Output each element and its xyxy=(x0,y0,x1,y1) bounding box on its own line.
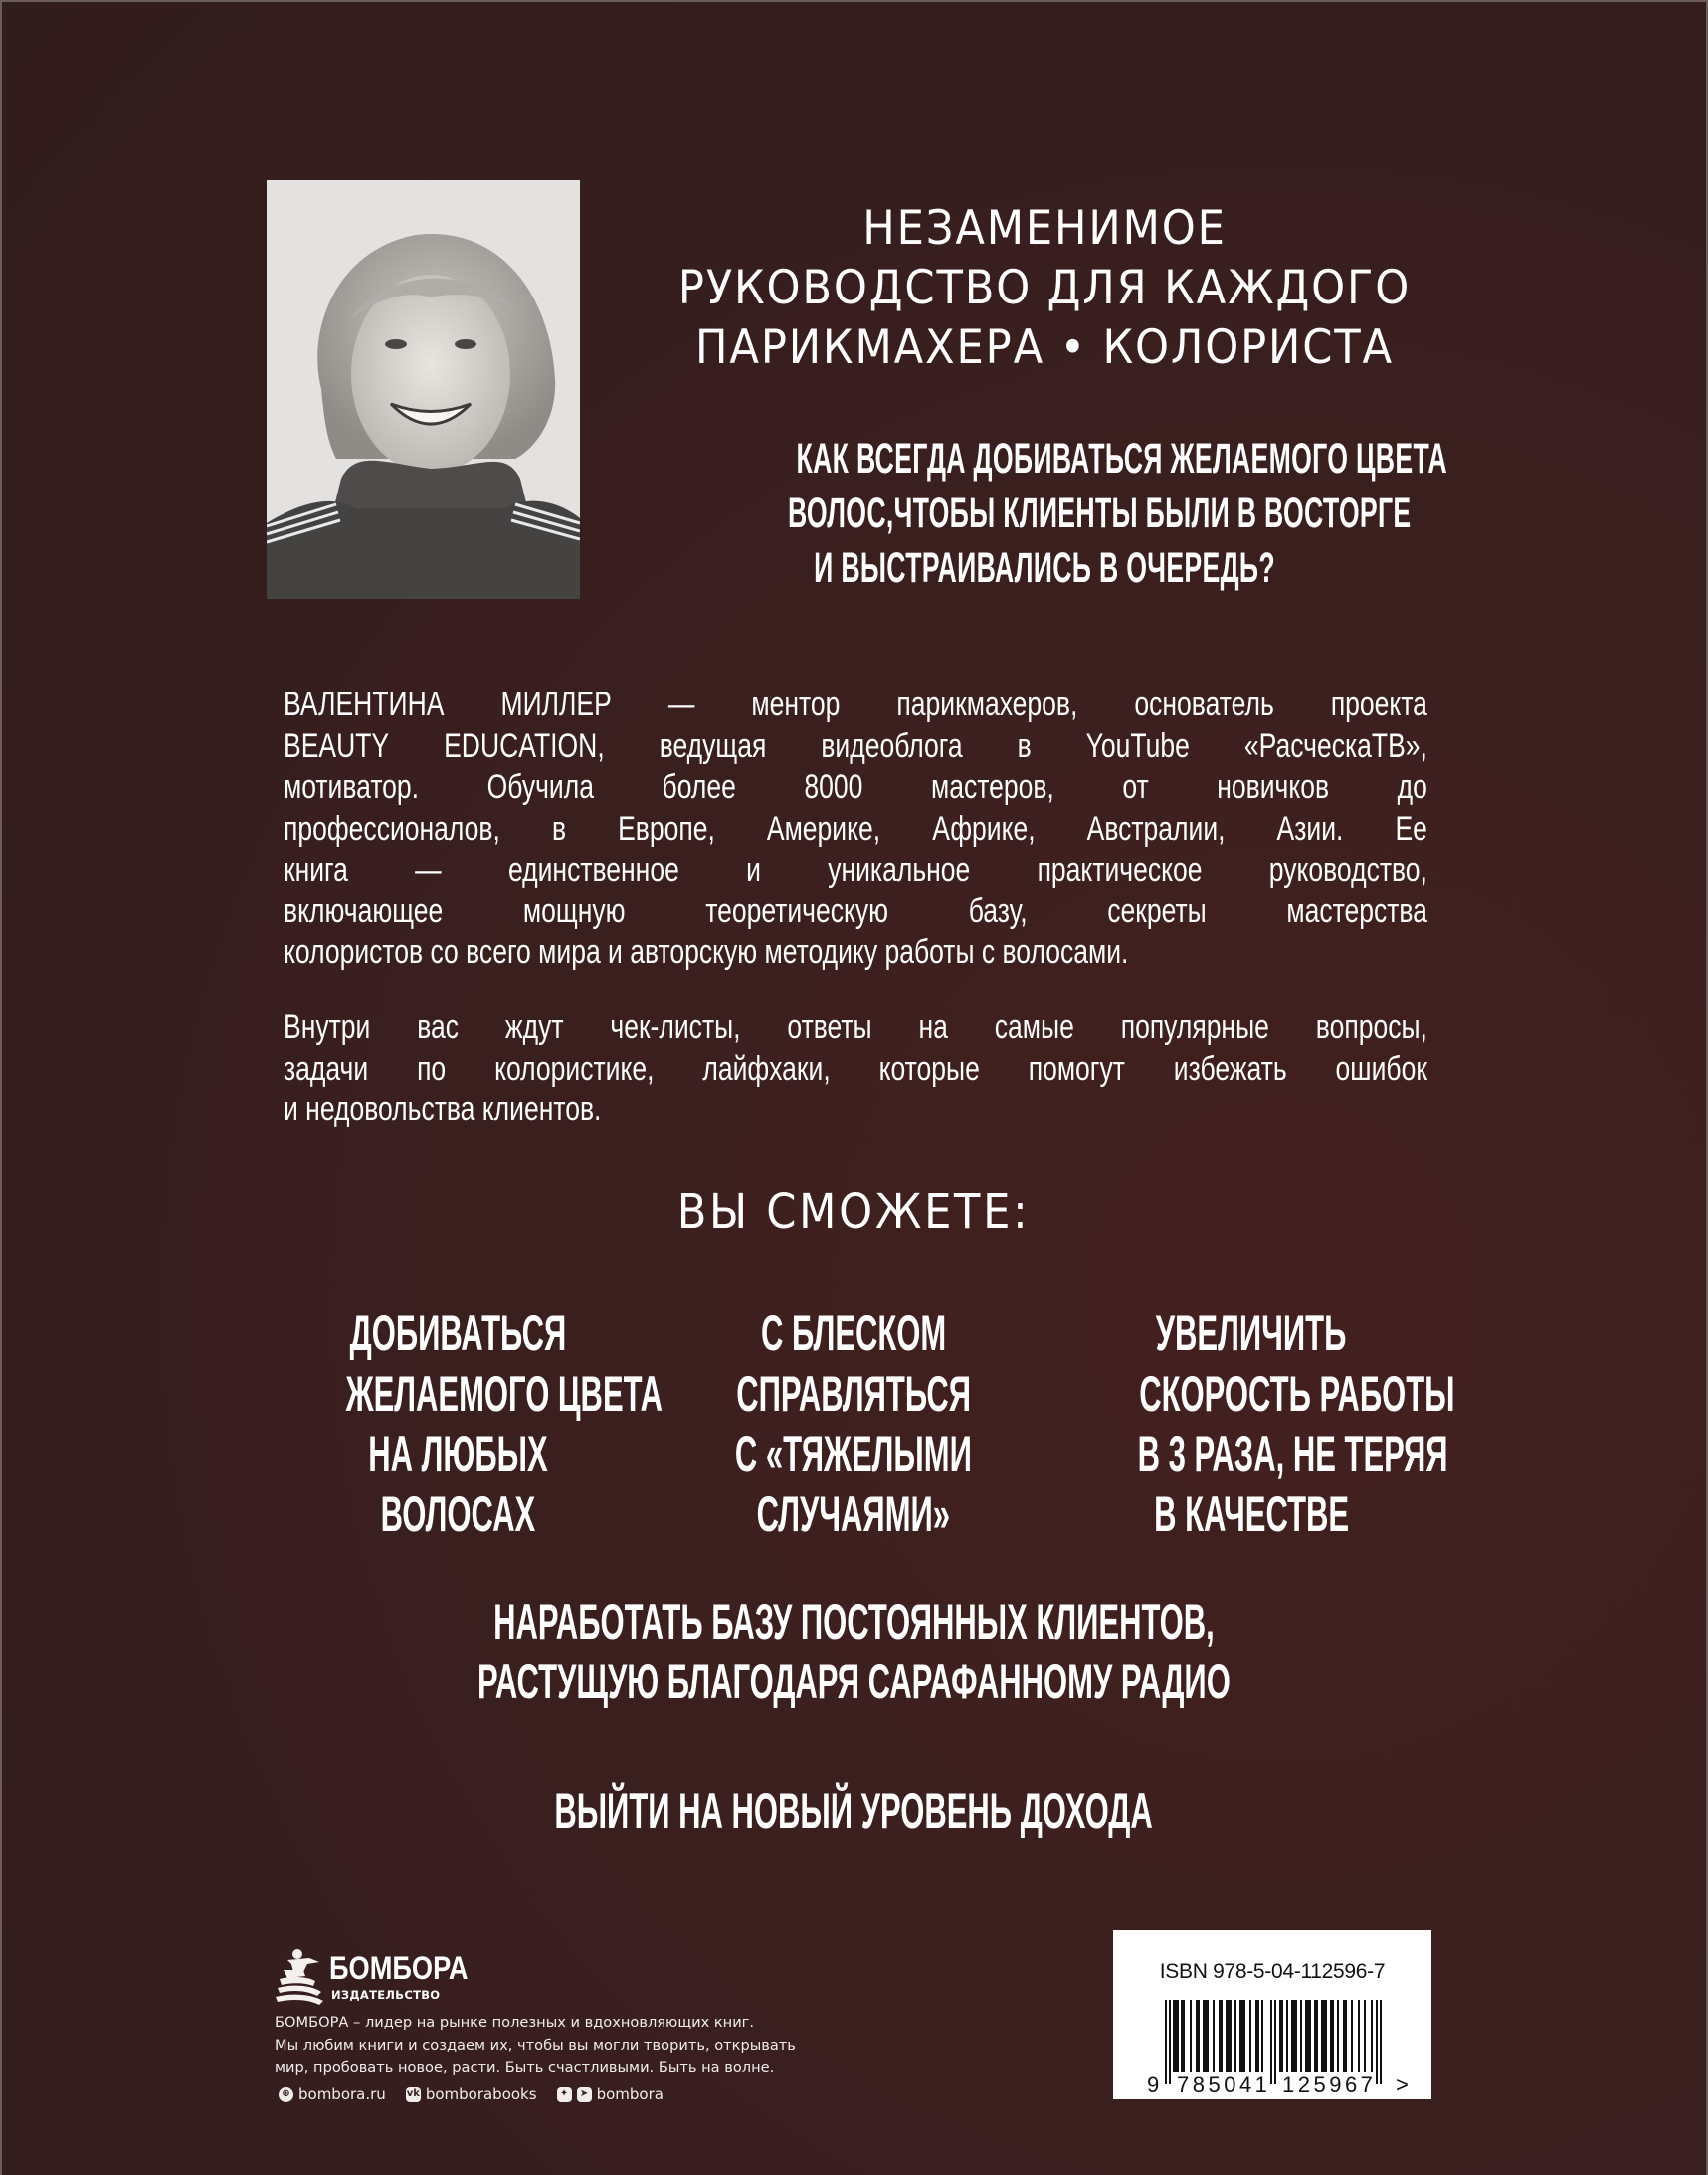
word: от xyxy=(1122,768,1149,806)
inside-description xyxy=(284,1007,1427,1131)
inside-line xyxy=(284,1089,1427,1131)
word: руководство, xyxy=(1268,851,1427,889)
word: Австралии, xyxy=(1086,809,1226,848)
word: новичков xyxy=(1217,768,1330,806)
word: YouTube xyxy=(1085,726,1190,765)
word: Обучила xyxy=(486,768,594,806)
word: Европе, xyxy=(618,809,715,848)
isbn-barcode xyxy=(1113,1930,1431,2099)
benefit-column xyxy=(645,1303,1062,1544)
bombora-surfer-icon xyxy=(274,1948,325,2006)
tagline-line: мир, пробовать новое, расти. Быть счастливыми. Быть на волне. xyxy=(275,2059,775,2076)
portrait-illustration xyxy=(267,180,580,599)
word: «РасческаТВ», xyxy=(1243,726,1427,765)
digit-group: 9 xyxy=(1147,2073,1160,2097)
benefit-line: НАРАБОТАТЬ БАЗУ ПОСТОЯННЫХ КЛИЕНТОВ, xyxy=(493,1594,1215,1650)
word: Ее xyxy=(1395,809,1427,848)
word: — xyxy=(667,686,695,723)
word: ВАЛЕНТИНА xyxy=(284,686,445,723)
bio-line xyxy=(284,850,1427,891)
word: МИЛЛЕР xyxy=(500,686,612,723)
benefit-line: УВЕЛИЧИТЬ xyxy=(1156,1305,1347,1361)
title-line: РУКОВОДСТВО ДЛЯ КАЖДОГО xyxy=(677,261,1412,315)
word: уникальное xyxy=(828,851,971,889)
social-label: bombora.ru xyxy=(298,2085,386,2103)
isbn-label: ISBN 978-5-04-112596-7 xyxy=(1159,1960,1386,1983)
word: задачи xyxy=(284,1049,369,1088)
social-telegram[interactable] xyxy=(557,2085,664,2103)
word: теоретическую xyxy=(705,891,889,930)
tagline-line: Мы любим книги и создаем их, чтобы вы могли творить, открывать xyxy=(275,2036,796,2054)
title-line: НЕЗАМЕНИМОЕ xyxy=(862,201,1227,256)
word: BEAUTY xyxy=(284,726,390,765)
social-label: bombora xyxy=(596,2085,664,2103)
bio-line xyxy=(284,767,1427,809)
word: ведущая xyxy=(659,726,767,765)
word: единственное xyxy=(507,851,679,889)
digit-group: 125967 xyxy=(1282,2073,1377,2097)
subtitle-line: И ВЫСТРАИВАЛИСЬ В ОЧЕРЕДЬ? xyxy=(814,544,1275,592)
vk-icon: vk xyxy=(406,2087,421,2102)
social-vk[interactable] xyxy=(406,2085,537,2103)
social-website[interactable] xyxy=(279,2085,386,2103)
word: Америке, xyxy=(766,809,881,848)
publisher-socials xyxy=(279,2085,683,2103)
word: более xyxy=(662,768,736,806)
word: профессионалов, xyxy=(284,809,500,848)
word: вопросы, xyxy=(1315,1008,1427,1046)
author-photo xyxy=(267,180,580,599)
word: по xyxy=(417,1049,447,1088)
digit-group: 785041 xyxy=(1177,2073,1271,2097)
tagline-line: БОМБОРА – лидер на рынке полезных и вдохновляющих книг. xyxy=(275,2014,754,2031)
word: до xyxy=(1397,768,1427,806)
publisher-brand xyxy=(329,1950,492,1987)
benefit-wide xyxy=(0,1592,1708,1711)
word: Азии. xyxy=(1276,809,1344,848)
benefit-line: ВОЛОСАХ xyxy=(380,1485,535,1542)
title-line: ПАРИКМАХЕРА • КОЛОРИСТА xyxy=(695,320,1394,375)
bio-line xyxy=(284,932,1427,974)
benefit-line: С БЛЕСКОМ xyxy=(760,1305,947,1361)
benefit-line: НА ЛЮБЫХ xyxy=(367,1426,548,1482)
subtitle-line: ВОЛОС,ЧТОБЫ КЛИЕНТЫ БЫЛИ В ВОСТОРГЕ xyxy=(787,490,1412,537)
word: избежать xyxy=(1173,1049,1287,1088)
benefit-line: РАСТУЩУЮ БЛАГОДАРЯ САРАФАННОМУ РАДИО xyxy=(477,1654,1231,1709)
quiet-zone-mark: > xyxy=(1396,2073,1409,2097)
word: базу, xyxy=(968,891,1028,930)
benefit-line: СКОРОСТЬ РАБОТЫ xyxy=(1139,1365,1455,1422)
word: колористов со всего мира и авторскую методику работы с волосами. xyxy=(284,933,1129,971)
word: ответы xyxy=(787,1008,872,1046)
benefit-line: В 3 РАЗА, НЕ ТЕРЯЯ xyxy=(1137,1426,1448,1482)
subtitle-line: КАК ВСЕГДА ДОБИВАТЬСЯ ЖЕЛАЕМОГО ЦВЕТА xyxy=(796,435,1447,483)
word: — xyxy=(415,851,442,889)
brand-text: БОМБОРА xyxy=(329,1950,469,1986)
word: мастеров, xyxy=(930,768,1054,806)
word: на xyxy=(918,1008,948,1046)
telegram-icon: ➤ xyxy=(577,2087,592,2102)
benefit-line: ВЫЙТИ НА НОВЫЙ УРОВЕНЬ ДОХОДА xyxy=(554,1783,1154,1839)
word: Внутри xyxy=(284,1008,371,1046)
sparkle-icon: ✦ xyxy=(557,2087,572,2102)
publisher-sub: ИЗДАТЕЛЬСТВО xyxy=(331,1988,441,2002)
word: лайфхаки, xyxy=(702,1049,831,1088)
word: популярные xyxy=(1120,1008,1269,1046)
bio-line xyxy=(284,809,1427,851)
word: включающее xyxy=(284,891,444,930)
book-subtitle xyxy=(597,432,1492,596)
bio-line xyxy=(284,891,1427,933)
word: в xyxy=(1017,726,1032,765)
word: ошибок xyxy=(1335,1049,1427,1088)
word: и недовольства клиентов. xyxy=(284,1090,602,1128)
word: мощную xyxy=(522,891,626,930)
bio-line xyxy=(284,685,1427,726)
word: книга xyxy=(284,851,348,889)
benefit-last xyxy=(0,1781,1708,1841)
word: и xyxy=(746,851,761,889)
word: проекта xyxy=(1330,686,1427,723)
benefit-line: СПРАВЛЯТЬСЯ xyxy=(736,1365,971,1422)
word: самые xyxy=(994,1008,1074,1046)
word: 8000 xyxy=(804,768,863,806)
word: практическое xyxy=(1037,851,1203,889)
word: которые xyxy=(878,1049,980,1088)
word: парикмахеров, xyxy=(896,686,1078,723)
social-label: bomborabooks xyxy=(425,2085,537,2103)
word: Африке, xyxy=(932,809,1036,848)
word: вас xyxy=(417,1008,459,1046)
word: EDUCATION, xyxy=(444,726,605,765)
word: помогут xyxy=(1028,1049,1125,1088)
word: мотиватор. xyxy=(284,768,420,806)
benefit-column xyxy=(1043,1303,1460,1544)
benefit-line: ЖЕЛАЕМОГО ЦВЕТА xyxy=(345,1365,663,1422)
you-can-heading xyxy=(0,1184,1708,1240)
bio-line xyxy=(284,726,1427,768)
word: ждут xyxy=(504,1008,564,1046)
word: основатель xyxy=(1134,686,1274,723)
word: в xyxy=(551,809,567,848)
publisher-tagline xyxy=(275,2012,832,2079)
publisher-logo xyxy=(274,1948,492,2008)
word: видеоблога xyxy=(821,726,963,765)
word: колористике, xyxy=(494,1049,655,1088)
book-title xyxy=(633,199,1456,378)
word: секреты xyxy=(1107,891,1207,930)
inside-line xyxy=(284,1007,1427,1049)
benefit-line: В КАЧЕСТВЕ xyxy=(1153,1485,1350,1542)
heading-text: ВЫ СМОЖЕТЕ: xyxy=(677,1184,1031,1240)
benefit-line: ДОБИВАТЬСЯ xyxy=(349,1305,566,1361)
globe-icon: ⊕ xyxy=(279,2087,293,2102)
benefit-line: СЛУЧАЯМИ» xyxy=(756,1485,951,1542)
author-bio xyxy=(284,685,1427,974)
benefit-line: С «ТЯЖЕЛЫМИ xyxy=(735,1426,972,1482)
word: ментор xyxy=(751,686,841,723)
inside-line xyxy=(284,1049,1427,1090)
word: чек-листы, xyxy=(610,1008,741,1046)
benefit-column xyxy=(249,1303,666,1544)
word: мастерства xyxy=(1286,891,1427,930)
